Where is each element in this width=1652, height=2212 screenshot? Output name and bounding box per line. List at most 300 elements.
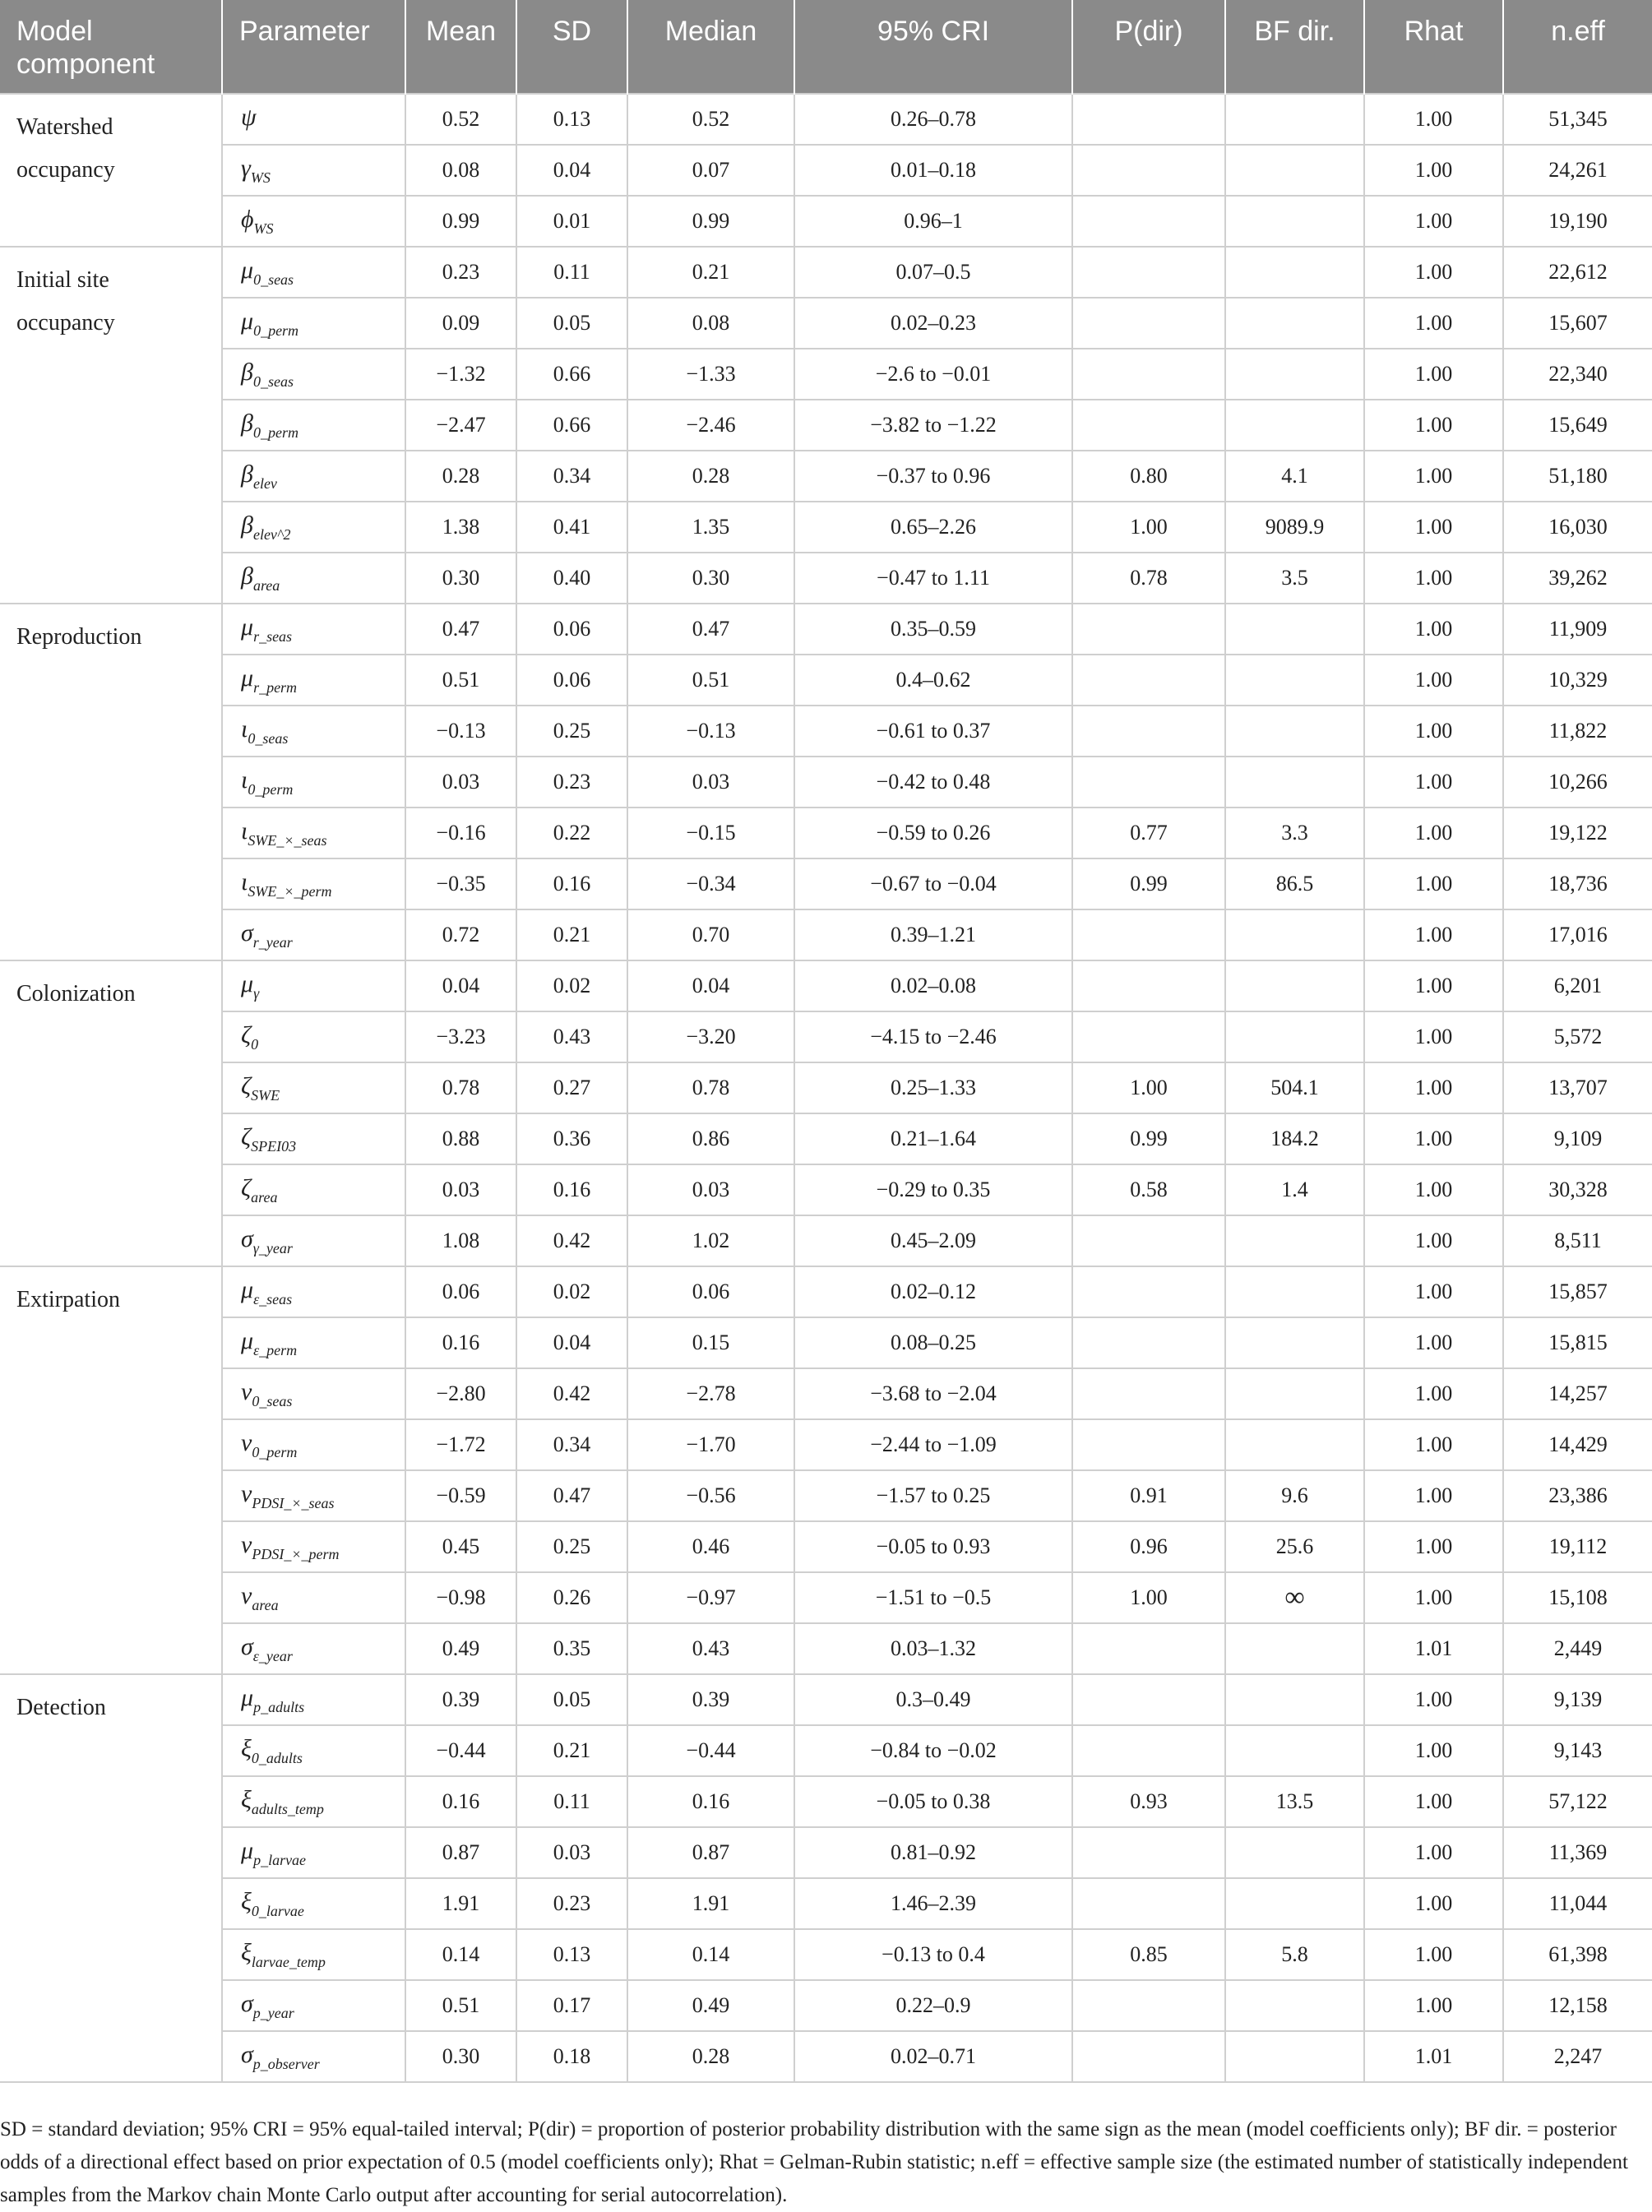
bf-dir-cell [1225,1215,1364,1266]
parameter-cell [222,1164,405,1215]
parameter-subscript: r_year [252,933,293,951]
cri-cell: −0.47 to 1.11 [794,553,1072,604]
n-eff-cell: 16,030 [1503,502,1652,553]
parameter-symbol: ξ [241,1734,252,1762]
sd-cell: 0.23 [516,1878,627,1929]
sd-cell: 0.22 [516,808,627,858]
rhat-cell: 1.00 [1364,502,1503,553]
mean-cell: 0.30 [405,553,516,604]
header-bf-dir: BF dir. [1225,0,1364,94]
median-cell: 0.70 [627,909,794,960]
parameter-subscript: ε_perm [253,1341,298,1358]
mean-cell: 0.45 [405,1521,516,1572]
cri-cell: −3.68 to −2.04 [794,1368,1072,1419]
bf-dir-cell [1225,1827,1364,1878]
parameter-subscript: 0_seas [252,373,294,390]
model-component-cell: Colonization [0,960,222,1266]
parameter-symbol: ξ [241,1785,252,1813]
bf-dir-cell [1225,247,1364,298]
median-cell: 0.28 [627,451,794,502]
parameter-subscript: γ [253,984,260,1002]
table-row [0,858,1652,909]
median-cell: 1.91 [627,1878,794,1929]
parameter-cell [222,858,405,909]
sd-cell: 0.21 [516,909,627,960]
bf-dir-cell [1225,1674,1364,1725]
parameter-subscript: ε_seas [253,1290,293,1307]
bf-dir-cell: 9089.9 [1225,502,1364,553]
n-eff-cell: 18,736 [1503,858,1652,909]
parameter-symbol: ξ [241,1938,252,1966]
parameter-symbol: μ [241,664,254,692]
sd-cell: 0.02 [516,1266,627,1317]
parameter-subscript: SWE [251,1086,280,1104]
rhat-cell: 1.00 [1364,757,1503,808]
mean-cell: 0.04 [405,960,516,1011]
cri-cell: 0.3–0.49 [794,1674,1072,1725]
sd-cell: 0.34 [516,1419,627,1470]
n-eff-cell: 2,449 [1503,1623,1652,1674]
median-cell: −0.15 [627,808,794,858]
parameter-subscript: SWE_×_perm [248,882,332,900]
median-cell: −0.56 [627,1470,794,1521]
rhat-cell: 1.00 [1364,1113,1503,1164]
sd-cell: 0.47 [516,1470,627,1521]
bf-dir-cell [1225,94,1364,145]
mean-cell: 1.38 [405,502,516,553]
n-eff-cell: 30,328 [1503,1164,1652,1215]
header-95-cri: 95% CRI [794,0,1072,94]
n-eff-cell: 51,345 [1503,94,1652,145]
n-eff-cell: 6,201 [1503,960,1652,1011]
p-dir-cell: 0.91 [1072,1470,1225,1521]
table-row [0,1011,1652,1062]
mean-cell: 0.51 [405,1980,516,2031]
mean-cell: 0.14 [405,1929,516,1980]
table-row [0,1113,1652,1164]
mean-cell: −0.98 [405,1572,516,1623]
parameter-symbol: ζ [241,1122,252,1150]
rhat-cell: 1.00 [1364,145,1503,196]
sd-cell: 0.66 [516,400,627,451]
median-cell: 0.15 [627,1317,794,1368]
cri-cell: −0.59 to 0.26 [794,808,1072,858]
cri-cell: 0.81–0.92 [794,1827,1072,1878]
parameter-symbol: μ [241,1275,254,1303]
table-row [0,1623,1652,1674]
parameter-cell [222,1419,405,1470]
parameter-symbol: ν [241,1428,252,1456]
bf-dir-cell: 86.5 [1225,858,1364,909]
rhat-cell: 1.00 [1364,1368,1503,1419]
table-row [0,502,1652,553]
bf-dir-cell [1225,1266,1364,1317]
median-cell: 0.47 [627,604,794,655]
mean-cell: 0.16 [405,1776,516,1827]
parameter-symbol: ζ [241,1020,252,1048]
parameter-subscript: p_larvae [253,1851,307,1868]
rhat-cell: 1.01 [1364,1623,1503,1674]
parameter-cell [222,298,405,349]
cri-cell: 0.96–1 [794,196,1072,247]
n-eff-cell: 12,158 [1503,1980,1652,2031]
p-dir-cell [1072,145,1225,196]
cri-cell: 0.21–1.64 [794,1113,1072,1164]
median-cell: 0.51 [627,655,794,706]
rhat-cell: 1.00 [1364,604,1503,655]
bf-dir-cell: 1.4 [1225,1164,1364,1215]
parameter-subscript: 0_perm [248,780,294,798]
rhat-cell: 1.00 [1364,349,1503,400]
bf-dir-cell [1225,1317,1364,1368]
cri-cell: −1.51 to −0.5 [794,1572,1072,1623]
sd-cell: 0.05 [516,298,627,349]
parameter-symbol: ν [241,1377,252,1405]
mean-cell: −1.32 [405,349,516,400]
table-row [0,1929,1652,1980]
parameter-subscript: 0_seas [252,1392,293,1409]
mean-cell: 0.47 [405,604,516,655]
p-dir-cell [1072,706,1225,757]
n-eff-cell: 57,122 [1503,1776,1652,1827]
n-eff-cell: 19,122 [1503,808,1652,858]
parameter-subscript: SPEI03 [251,1137,297,1155]
median-cell: 0.07 [627,145,794,196]
p-dir-cell: 0.99 [1072,1113,1225,1164]
n-eff-cell: 11,909 [1503,604,1652,655]
mean-cell: −1.72 [405,1419,516,1470]
table-row [0,1980,1652,2031]
bf-dir-cell [1225,909,1364,960]
bf-dir-cell [1225,604,1364,655]
cri-cell: 0.25–1.33 [794,1062,1072,1113]
sd-cell: 0.42 [516,1215,627,1266]
median-cell: 0.08 [627,298,794,349]
n-eff-cell: 24,261 [1503,145,1652,196]
n-eff-cell: 14,257 [1503,1368,1652,1419]
mean-cell: 0.09 [405,298,516,349]
sd-cell: 0.25 [516,706,627,757]
rhat-cell: 1.00 [1364,1725,1503,1776]
parameter-subscript: p_adults [253,1698,305,1715]
parameter-subscript: γ_year [252,1239,293,1256]
cri-cell: −0.37 to 0.96 [794,451,1072,502]
p-dir-cell [1072,1878,1225,1929]
parameter-cell [222,2031,405,2082]
parameter-symbol: ξ [241,1887,252,1915]
sd-cell: 0.34 [516,451,627,502]
bf-dir-cell [1225,1368,1364,1419]
mean-cell: 0.99 [405,196,516,247]
bf-dir-cell: 3.5 [1225,553,1364,604]
median-cell: 0.99 [627,196,794,247]
parameter-subscript: WS [253,220,274,237]
table-row [0,2031,1652,2082]
table-row [0,909,1652,960]
mean-cell: 0.87 [405,1827,516,1878]
rhat-cell: 1.00 [1364,94,1503,145]
parameter-symbol: μ [241,307,254,335]
p-dir-cell [1072,1011,1225,1062]
p-dir-cell: 0.96 [1072,1521,1225,1572]
mean-cell: 0.78 [405,1062,516,1113]
p-dir-cell: 0.78 [1072,553,1225,604]
parameter-symbol: ν [241,1581,252,1609]
parameter-symbol: ϕ [241,205,254,233]
table-row [0,706,1652,757]
mean-cell: 0.16 [405,1317,516,1368]
table-row [0,1572,1652,1623]
table-row [0,1215,1652,1266]
parameter-symbol: ν [241,1479,252,1507]
bf-dir-cell [1225,757,1364,808]
parameter-subscript: 0_adults [251,1749,303,1766]
n-eff-cell: 51,180 [1503,451,1652,502]
rhat-cell: 1.00 [1364,655,1503,706]
rhat-cell: 1.00 [1364,298,1503,349]
n-eff-cell: 22,612 [1503,247,1652,298]
parameter-symbol: σ [241,1989,253,2017]
p-dir-cell [1072,247,1225,298]
mean-cell: 0.23 [405,247,516,298]
parameter-symbol: μ [241,1683,254,1711]
bf-dir-cell: 13.5 [1225,1776,1364,1827]
rhat-cell: 1.00 [1364,909,1503,960]
table-row [0,1521,1652,1572]
parameter-symbol: β [241,562,253,590]
parameter-subscript: elev [252,474,277,492]
parameter-cell [222,1776,405,1827]
parameter-subscript: p_year [252,2004,294,2021]
table-row [0,1827,1652,1878]
parameter-subscript: PDSI_×_perm [252,1545,340,1562]
bf-dir-cell: 4.1 [1225,451,1364,502]
sd-cell: 0.36 [516,1113,627,1164]
header-parameter: Parameter [222,0,405,94]
n-eff-cell: 15,857 [1503,1266,1652,1317]
parameter-cell [222,1674,405,1725]
parameter-cell [222,655,405,706]
cri-cell: −3.82 to −1.22 [794,400,1072,451]
parameter-subscript: larvae_temp [251,1953,326,1970]
sd-cell: 0.11 [516,247,627,298]
parameter-cell [222,247,405,298]
bf-dir-cell: 9.6 [1225,1470,1364,1521]
cri-cell: 0.4–0.62 [794,655,1072,706]
parameter-cell [222,196,405,247]
p-dir-cell [1072,1419,1225,1470]
median-cell: −1.33 [627,349,794,400]
parameter-symbol: γ [241,154,251,182]
parameter-symbol: ν [241,1530,252,1558]
parameter-symbol: ι [241,715,248,743]
parameter-cell [222,1725,405,1776]
table-row [0,553,1652,604]
n-eff-cell: 11,044 [1503,1878,1652,1929]
parameter-symbol: β [241,409,253,437]
parameter-subscript: area [252,1596,279,1613]
parameter-symbol: ζ [241,1173,252,1201]
parameter-symbol: σ [241,2040,253,2068]
table-row [0,247,1652,298]
cri-cell: 0.01–0.18 [794,145,1072,196]
median-cell: 0.30 [627,553,794,604]
cri-cell: 0.07–0.5 [794,247,1072,298]
median-cell: 0.16 [627,1776,794,1827]
table-row [0,1725,1652,1776]
n-eff-cell: 2,247 [1503,2031,1652,2082]
parameter-symbol: β [241,460,253,488]
p-dir-cell [1072,2031,1225,2082]
table-row [0,145,1652,196]
p-dir-cell [1072,1215,1225,1266]
mean-cell: 0.88 [405,1113,516,1164]
rhat-cell: 1.00 [1364,247,1503,298]
median-cell: −0.97 [627,1572,794,1623]
parameter-cell [222,1113,405,1164]
rhat-cell: 1.00 [1364,1011,1503,1062]
median-cell: 0.39 [627,1674,794,1725]
mean-cell: 1.08 [405,1215,516,1266]
p-dir-cell: 0.93 [1072,1776,1225,1827]
cri-cell: 0.65–2.26 [794,502,1072,553]
parameter-cell [222,502,405,553]
model-component-cell: Detection [0,1674,222,2082]
p-dir-cell: 1.00 [1072,502,1225,553]
parameter-cell [222,1368,405,1419]
mean-cell: 0.03 [405,757,516,808]
n-eff-cell: 5,572 [1503,1011,1652,1062]
parameter-subscript: 0_seas [253,271,294,288]
mean-cell: −2.47 [405,400,516,451]
mean-cell: 1.91 [405,1878,516,1929]
parameter-cell [222,1062,405,1113]
p-dir-cell: 0.77 [1072,808,1225,858]
parameter-symbol: σ [241,1632,253,1660]
parameter-symbol: μ [241,1836,254,1864]
parameter-cell [222,1215,405,1266]
mean-cell: −0.13 [405,706,516,757]
p-dir-cell [1072,400,1225,451]
table-row [0,1368,1652,1419]
parameter-subscript: 0_seas [248,729,289,747]
table-row [0,400,1652,451]
parameter-cell [222,553,405,604]
sd-cell: 0.42 [516,1368,627,1419]
table-row [0,94,1652,145]
cri-cell: −0.13 to 0.4 [794,1929,1072,1980]
parameter-symbol: ζ [241,1071,252,1099]
median-cell: 0.78 [627,1062,794,1113]
cri-cell: 0.02–0.23 [794,298,1072,349]
bf-dir-cell: 25.6 [1225,1521,1364,1572]
sd-cell: 0.06 [516,604,627,655]
cri-cell: −1.57 to 0.25 [794,1470,1072,1521]
header-median: Median [627,0,794,94]
p-dir-cell [1072,1368,1225,1419]
p-dir-cell [1072,196,1225,247]
parameter-cell [222,909,405,960]
bf-dir-cell [1225,145,1364,196]
p-dir-cell: 0.85 [1072,1929,1225,1980]
median-cell: 0.14 [627,1929,794,1980]
parameter-subscript: area [251,1188,278,1205]
parameter-cell [222,349,405,400]
bf-dir-cell [1225,706,1364,757]
sd-cell: 0.41 [516,502,627,553]
sd-cell: 0.18 [516,2031,627,2082]
parameter-symbol: β [241,358,253,386]
n-eff-cell: 14,429 [1503,1419,1652,1470]
parameter-subscript: ε_year [252,1647,293,1664]
parameter-subscript: r_seas [253,627,293,645]
parameter-subscript: area [252,576,280,594]
cri-cell: −2.6 to −0.01 [794,349,1072,400]
table-row [0,1266,1652,1317]
p-dir-cell [1072,1827,1225,1878]
table-header [0,0,1652,94]
model-component-cell: Reproduction [0,604,222,960]
parameter-subscript: 0_perm [252,1443,298,1460]
median-cell: 0.06 [627,1266,794,1317]
parameter-symbol: σ [241,1224,253,1252]
bf-dir-cell: 3.3 [1225,808,1364,858]
mean-cell: 0.28 [405,451,516,502]
p-dir-cell: 0.58 [1072,1164,1225,1215]
parameter-cell [222,1011,405,1062]
p-dir-cell [1072,604,1225,655]
sd-cell: 0.01 [516,196,627,247]
parameter-cell [222,1317,405,1368]
table-row [0,1164,1652,1215]
median-cell: 1.02 [627,1215,794,1266]
model-component-cell: Watershed occupancy [0,94,222,247]
model-component-cell: Extirpation [0,1266,222,1674]
table-footnote: SD = standard deviation; 95% CRI = 95% equal-tailed interval; P(dir) = proportion of posterior probability distribution with the same sign as the mean (model coefficients only); BF dir. = posterior odds of a directional effect based on prior expectation of 0.5 (model coefficients only); Rhat = Gelman-Rubin statistic; n.eff = effective sample size (the estimated number of statistically independent samples from the Markov chain Monte Carlo output after accounting for serial autocorrelation). [0,2118,1628,2206]
p-dir-cell: 1.00 [1072,1572,1225,1623]
mean-cell: −0.16 [405,808,516,858]
parameter-subscript: 0_larvae [251,1902,304,1919]
parameter-cell [222,1623,405,1674]
sd-cell: 0.17 [516,1980,627,2031]
mean-cell: 0.49 [405,1623,516,1674]
mean-cell: 0.08 [405,145,516,196]
table-row [0,655,1652,706]
table-row [0,960,1652,1011]
parameter-cell [222,808,405,858]
rhat-cell: 1.00 [1364,960,1503,1011]
median-cell: −0.13 [627,706,794,757]
parameter-cell [222,706,405,757]
parameter-cell [222,1266,405,1317]
parameter-symbol: ι [241,868,248,895]
n-eff-cell: 15,607 [1503,298,1652,349]
cri-cell: 0.26–0.78 [794,94,1072,145]
parameter-subscript: PDSI_×_seas [252,1494,335,1511]
bf-dir-cell [1225,1419,1364,1470]
table-row [0,1317,1652,1368]
median-cell: −2.78 [627,1368,794,1419]
median-cell: 0.49 [627,1980,794,2031]
sd-cell: 0.04 [516,1317,627,1368]
median-cell: 0.28 [627,2031,794,2082]
sd-cell: 0.25 [516,1521,627,1572]
parameter-subscript: WS [250,169,271,186]
bf-dir-cell [1225,400,1364,451]
sd-cell: 0.02 [516,960,627,1011]
n-eff-cell: 39,262 [1503,553,1652,604]
cri-cell: 0.22–0.9 [794,1980,1072,2031]
